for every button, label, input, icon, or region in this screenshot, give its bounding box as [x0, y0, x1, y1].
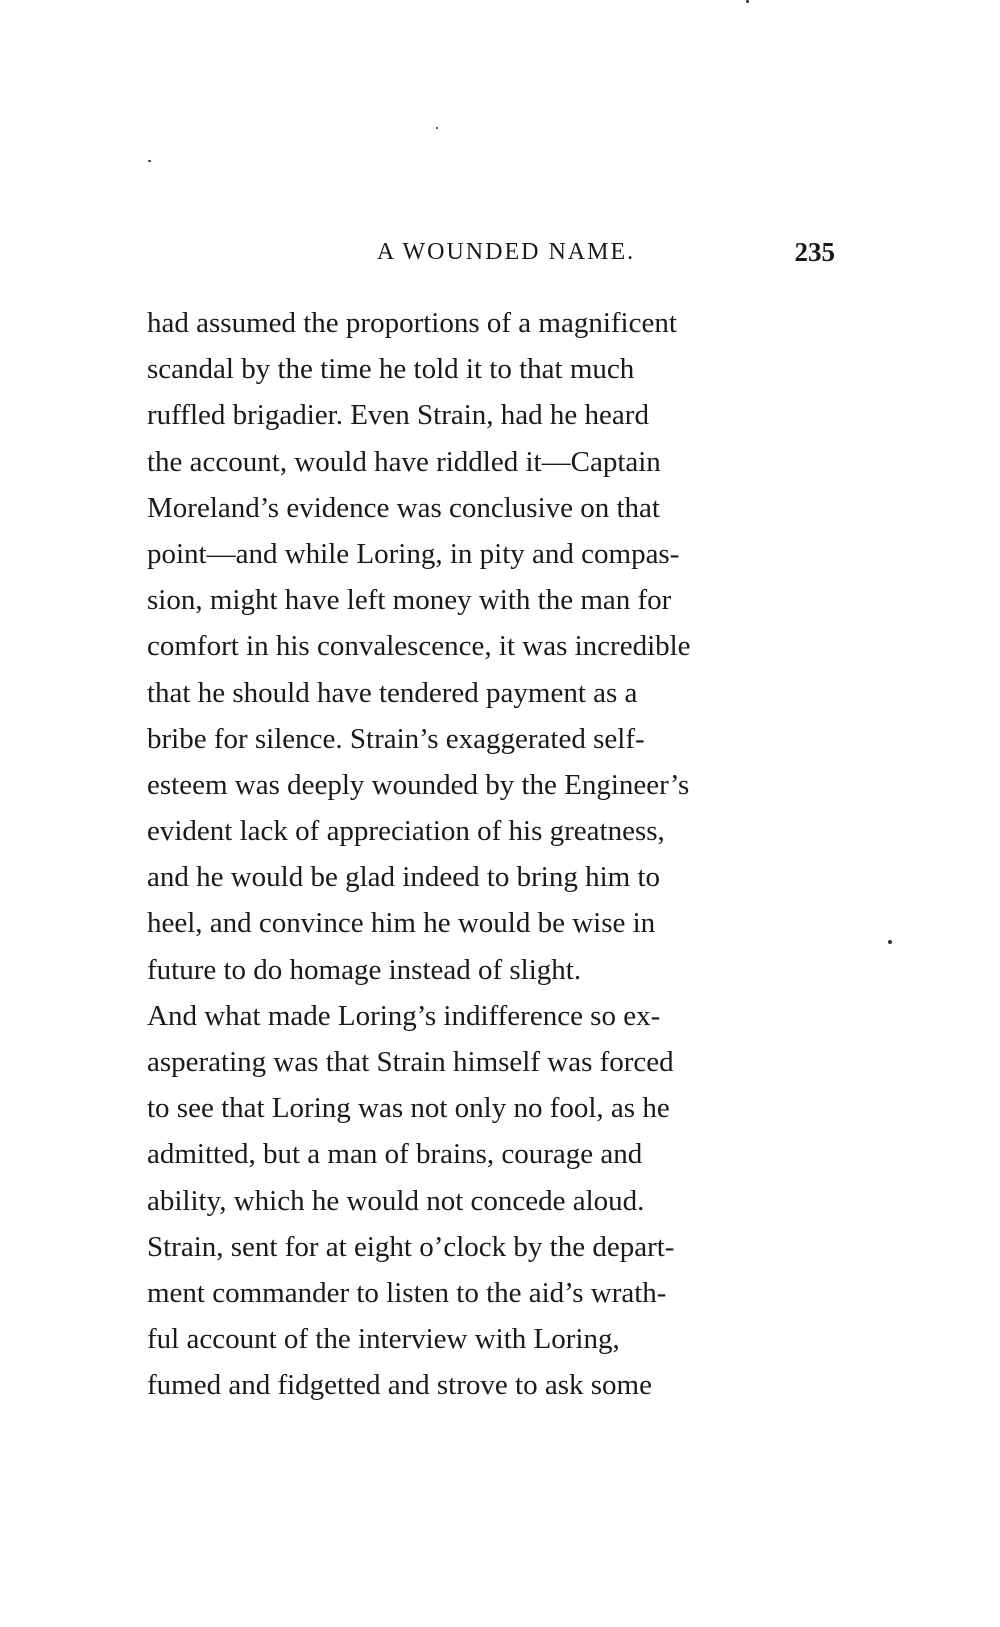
text-line: evident lack of appreciation of his greatness,	[147, 815, 665, 848]
paper-speck	[888, 940, 892, 944]
body-text	[147, 300, 835, 1409]
page-number: 235	[794, 237, 835, 267]
text-line: and he would be glad indeed to bring him to	[147, 861, 661, 894]
paper-speck	[436, 127, 438, 129]
text-line: future to do homage instead of slight.	[147, 953, 582, 986]
text-line: scandal by the time he told it to that much	[147, 353, 635, 386]
text-line: ruffled brigadier. Even Strain, had he heard	[147, 399, 649, 432]
text-line: esteem was deeply wounded by the Engineer’s	[147, 768, 690, 801]
text-line: fumed and fidgetted and strove to ask some	[147, 1369, 652, 1402]
running-head	[147, 232, 835, 272]
text-line: sion, might have left money with the man for	[147, 584, 672, 617]
text-line: ment commander to listen to the aid’s wrath-	[147, 1276, 667, 1309]
running-title: A WOUNDED NAME.	[376, 239, 636, 265]
text-line: had assumed the proportions of a magnificent	[147, 307, 677, 339]
text-line: Strain, sent for at eight o’clock by the depart-	[147, 1230, 675, 1263]
text-line: the account, would have riddled it—Captain	[147, 445, 661, 478]
text-line: bribe for silence. Strain’s exaggerated self-	[147, 722, 645, 755]
text-line: to see that Loring was not only no fool, as he	[147, 1092, 670, 1125]
text-line: Moreland’s evidence was conclusive on that	[147, 491, 660, 524]
paper-speck	[746, 0, 749, 3]
text-line: point—and while Loring, in pity and compas-	[147, 537, 680, 570]
text-line: ability, which he would not concede aloud.	[147, 1184, 645, 1217]
paper-speck	[148, 160, 151, 162]
text-line: And what made Loring’s indifference so ex-	[147, 999, 661, 1032]
text-line: heel, and convince him he would be wise in	[147, 907, 656, 940]
text-line: comfort in his convalescence, it was incredible	[147, 630, 691, 663]
text-line: admitted, but a man of brains, courage and	[147, 1138, 643, 1171]
text-line: asperating was that Strain himself was forced	[147, 1046, 674, 1078]
text-line: ful account of the interview with Loring,	[147, 1323, 620, 1356]
text-line: that he should have tendered payment as a	[147, 676, 638, 709]
